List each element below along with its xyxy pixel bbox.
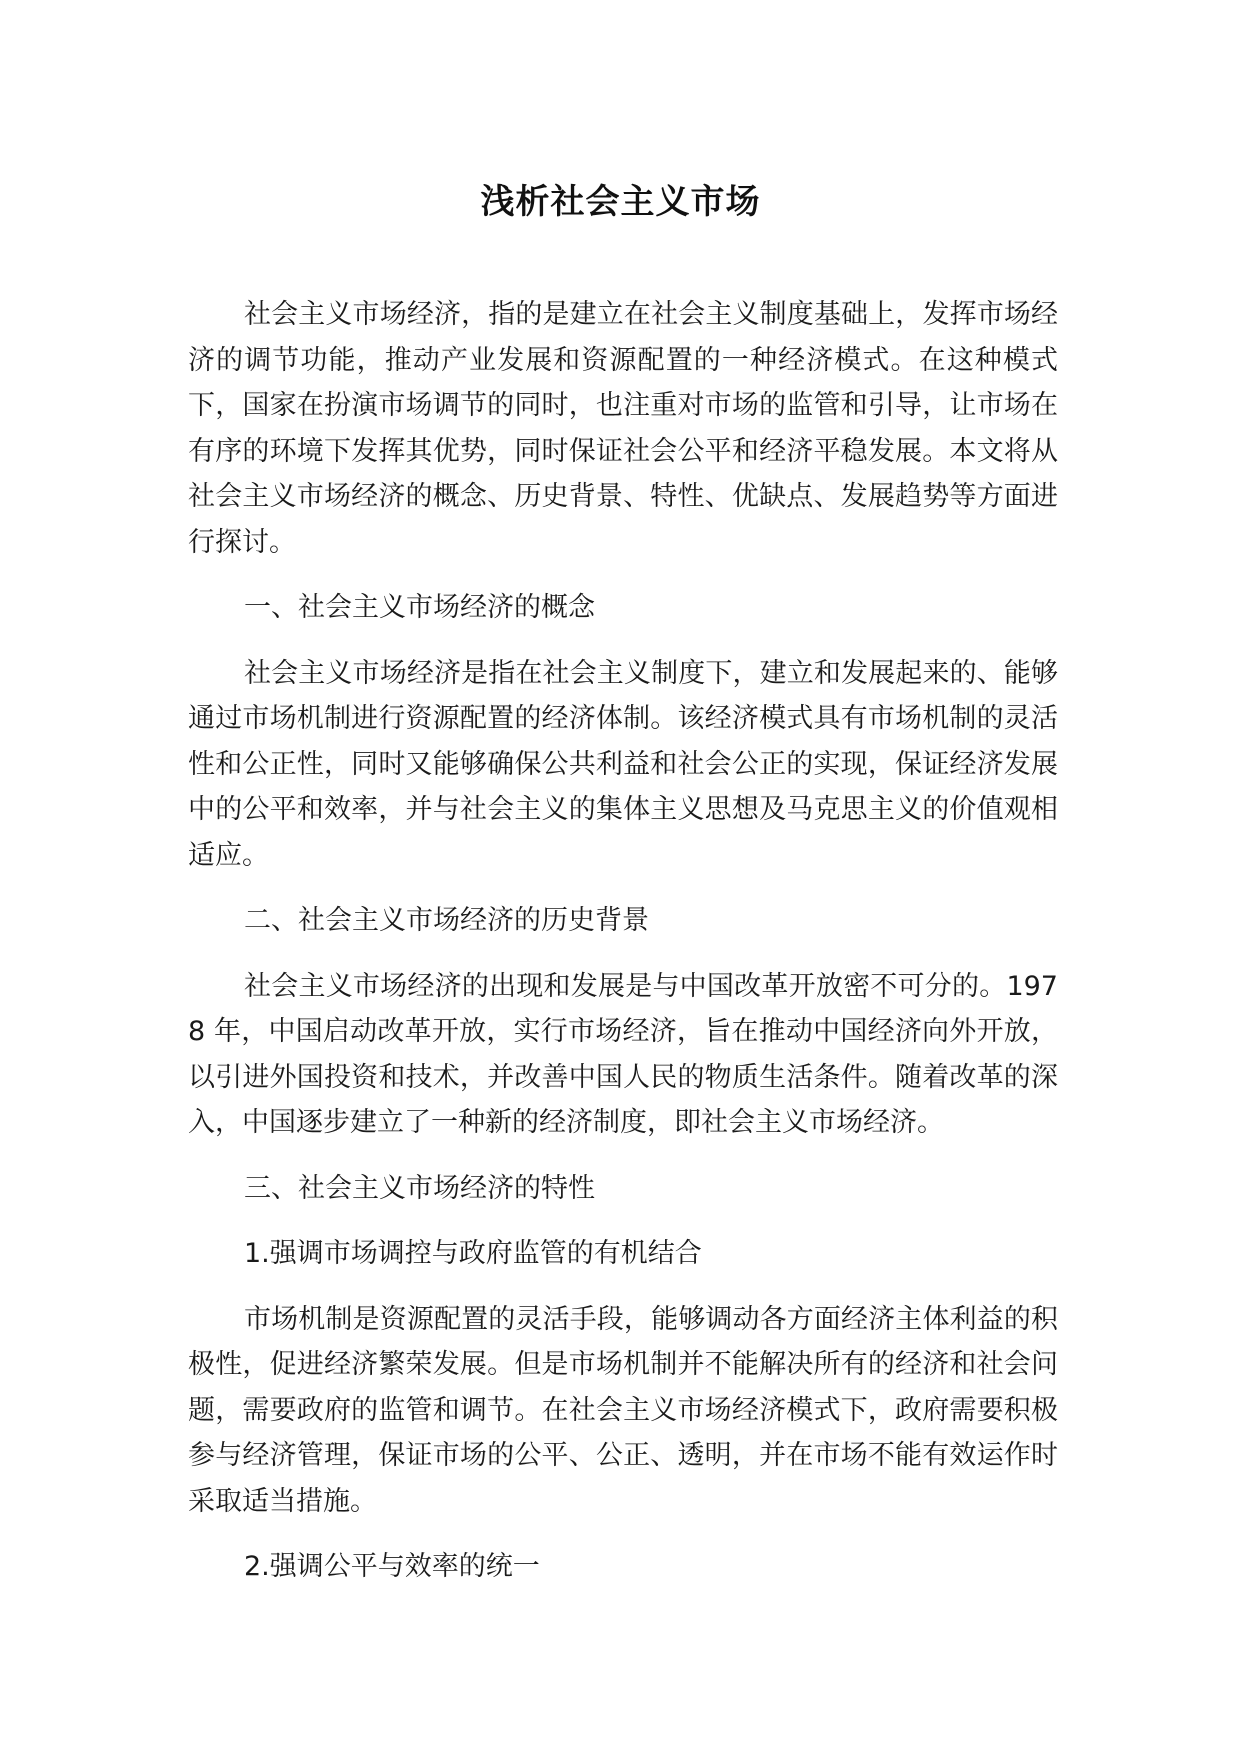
section-heading-features: 三、社会主义市场经济的特性 [244, 1172, 595, 1204]
document-body [188, 292, 1058, 1610]
concept-paragraph: 社会主义市场经济是指在社会主义制度下，建立和发展起来的、能够通过市场机制进行资源配置的经济体制。该经济模式具有市场机制的灵活性和公正性，同时又能够确保公共利益和社会公正的实现，保证经济发展中的公平和效率，并与社会主义的集体主义思想及马克思主义的价值观相适应。 [188, 657, 1058, 871]
document-title: 浅析社会主义市场 [480, 182, 761, 222]
history-paragraph: 社会主义市场经济的出现和发展是与中国改革开放密不可分的。1978 年，中国启动改革开放，实行市场经济，旨在推动中国经济向外开放，以引进外国投资和技术，并改善中国人民的物质生活条件。随着改革的深入，中国逐步建立了一种新的经济制度，即社会主义市场经济。 [188, 970, 1058, 1138]
subsection-heading-market-regulation: 1.强调市场调控与政府监管的有机结合 [244, 1238, 702, 1269]
section-heading-concept: 一、社会主义市场经济的概念 [244, 592, 595, 623]
subsection-heading-fairness-efficiency: 2.强调公平与效率的统一 [244, 1551, 540, 1582]
intro-paragraph: 社会主义市场经济，指的是建立在社会主义制度基础上，发挥市场经济的调节功能，推动产业发展和资源配置的一种经济模式。在这种模式下，国家在扮演市场调节的同时，也注重对市场的监管和引导，让市场在有序的环境下发挥其优势，同时保证社会公平和经济平稳发展。本文将从社会主义市场经济的概念、历史背景、特性、优缺点、发展趋势等方面进行探讨。 [188, 299, 1058, 558]
market-regulation-paragraph: 市场机制是资源配置的灵活手段，能够调动各方面经济主体利益的积极性，促进经济繁荣发展。但是市场机制并不能解决所有的经济和社会问题，需要政府的监管和调节。在社会主义市场经济模式下，政府需要积极参与经济管理，保证市场的公平、公正、透明，并在市场不能有效运作时采取适当措施。 [188, 1303, 1058, 1517]
section-heading-history: 二、社会主义市场经济的历史背景 [244, 905, 649, 936]
